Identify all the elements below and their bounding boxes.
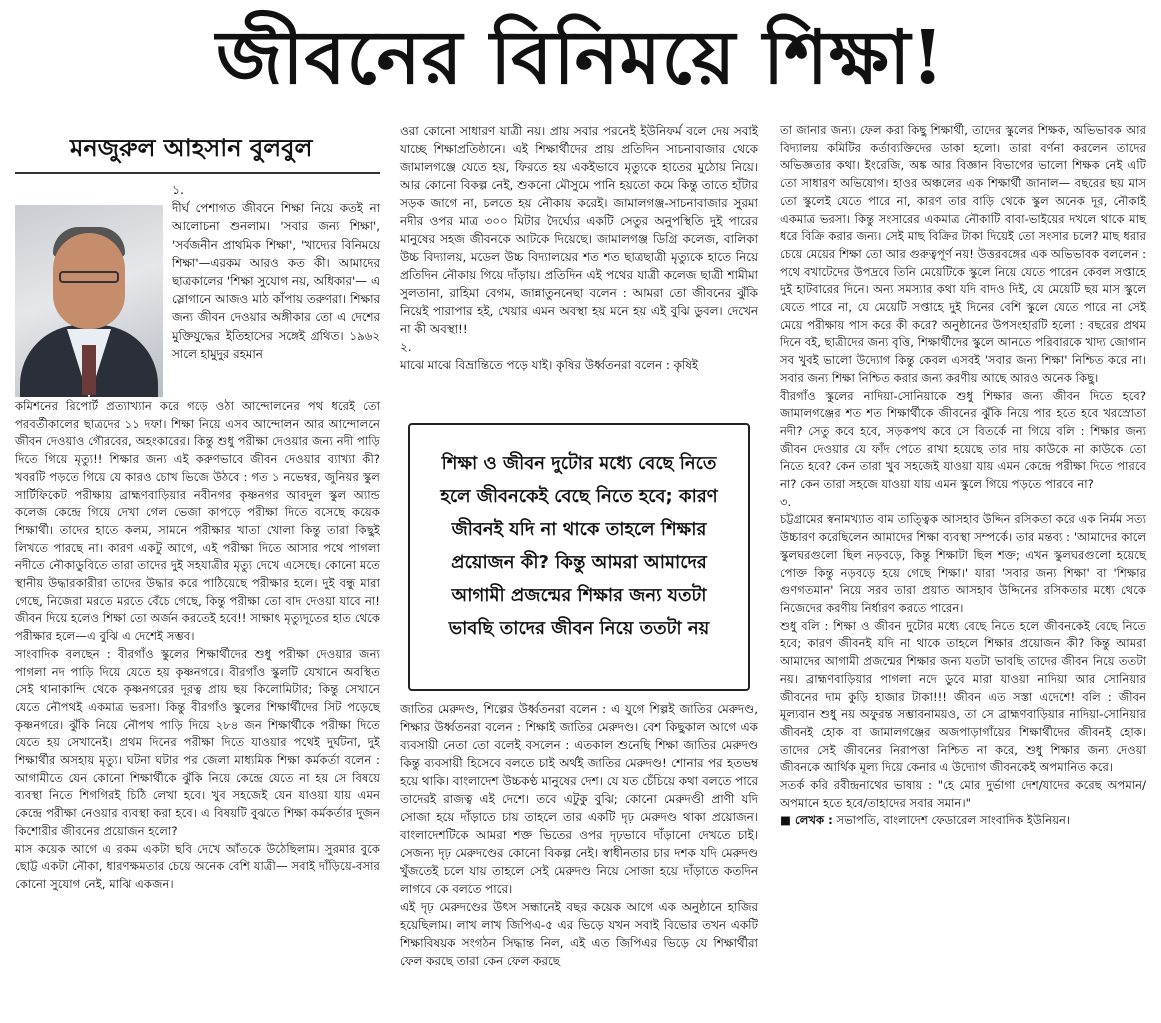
paragraph: তা জানার জন্য। ফেল করা কিছু শিক্ষার্থী, তাদের স্কুলের শিক্ষক, অভিভাবক আর বিদ্যালয় কমিটির কর্তাব্যক্তিদের ডাকা হলো। তারা বর্ণনা করলেন তাদের অভিজ্ঞতার কথা। ইংরেজি, অঙ্ক আর বিজ্ঞান বিভাগের ভালো শিক্ষক নেই এটি তো সাধারণ অভিযোগ। হাওর অঞ্চলের এক শিক্ষার্থী জানাল— বছরের ছয় মাস তো স্কুলেই যেতে পারে না, কারণ তার বাড়ি থেকে স্কুল অনেক দূর, নৌকাই একমাত্র ভরসা। কিন্তু সংসারের একমাত্র নৌকাটি বাবা-ভাইয়ের দখলে থাকে মাছ ধরে বিক্রি করার জন্য। সেই মাছ বিক্রির টাকা দিয়েই তো সংসার চলে? মাছ ধরার চেয়ে মেয়ের শিক্ষা তো আর গুরুত্বপূর্ণ নয়! উত্তরবঙ্গের এক অভিভাবক বললেন : পথে বখাটেদের উপদ্রবে তিনি মেয়েটিকে স্কুলে নিয়ে যেতে পারেন কেবল সপ্তাহে দুই হাটবারের দিনে। অন্য সমস্যার কথা যদি বাদও দিই, যে মেয়েটি ছয় মাস স্কুলে যেতে পারে না, যে মেয়েটি সপ্তাহে দুই দিনের বেশি স্কুলে যেতে পারে না সেই মেয়ে পরীক্ষায় পাস করে কী করে? অনুষ্ঠানের উপসংহারটি হলো : বছরের প্রথম দিনে বই, ছাত্রীদের জন্য বৃত্তি, শিক্ষার্থীদের স্কুলে আনতে পরিবারকে খাদ্য জোগান সব খুবই ভালো উদ্যোগ কিন্তু কেবল এসবই 'সবার জন্য শিক্ষা' নিশ্চিত করে না। সবার জন্য শিক্ষা নিশ্চিত করার জন্য করণীয় আছে আরও অনেক কিছু। <box>780 123 1146 385</box>
column-2-bottom <box>400 700 758 970</box>
section-number-3: ৩. <box>780 494 792 509</box>
paragraph: মাঝে মাঝে বিভ্রান্তিতে পড়ে যাই। কৃষির উর্ধ্বতনরা বলেন : কৃষিই <box>400 358 699 372</box>
writer-credit <box>780 812 1146 830</box>
column-2-top <box>400 122 758 374</box>
column-3 <box>780 122 1146 830</box>
headline: জীবনের বিনিময়ে শিক্ষা! <box>216 15 945 101</box>
paragraph: ওরা কোনো সাধারণ যাত্রী নয়। প্রায় সবার পরনেই ইউনিফর্ম বলে দেয় সবাই যাচ্ছে শিক্ষাপ্রতিষ্ঠানে। এই শিক্ষার্থীদের প্রায় প্রতিদিন সাচনাবাজার থেকে জামালগঞ্জে যেতে হয়, ফিরতে হয় একইভাবে মৃত্যুকে হাতের মুঠোয় নিয়ে। আর কোনো বিকল্প নেই, শুকনো মৌসুমে পানি হয়তো কমে কিন্তু তাতে হাঁটার সড়ক জাগে না, চলতে হয় নৌকায় করেই। জামালগঞ্জ-সাচনাবাজার সুরমা নদীর ওপর মাত্র ৩০০ মিটার দৈর্ঘ্যের একটি সেতুর অনুপস্থিতি দুই পারের মানুষের সহজ জীবনকে আটকে দিয়েছে। জামালগঞ্জ ডিগ্রি কলেজ, বালিকা উচ্চ বিদ্যালয়, মডেল উচ্চ বিদ্যালয়ের শত শত ছাত্রছাত্রী মৃত্যুকে হাতে নিয়ে প্রতিদিন নৌকায় গিয়ে দাঁড়ায়। প্রতিদিন এই পথের যাত্রী কলেজ ছাত্রী শামীমা সুলতানা, রাহিমা বেগম, জান্নাতুননেছা বলেন : আমরা তো জীবনের ঝুঁকি নিয়েই পারাপার হই, খেয়ার এমন অবস্থা হয় মনে হয় এই বুঝি ডুবল। দেখেন না কী অবস্থা!! <box>400 124 758 336</box>
section-number-1: ১. <box>172 182 184 197</box>
paragraph: সতর্ক করি রবীন্দ্রনাথের ভাষায় : "হে মোর দুর্ভাগা দেশ/যাদের করেছ অপমান/অপমানে হতে হবে/তাহাদের সবার সমান।" <box>780 778 1146 810</box>
paragraph: বীরগাঁও স্কুলের নাদিয়া-সোনিয়াকে শুধু শিক্ষার জন্য জীবন দিতে হবে? জামালগঞ্জের শত শত শিক্ষার্থীকে জীবনের ঝুঁকি নিয়ে পার হতে হবে খরস্রোতা নদী? সেতু কবে হবে, সড়কপথ কবে সে বিতর্কে না গিয়ে বলি : শিক্ষার জন্য জীবন দেওয়ার যে ফাঁদ পেতে রাখা হয়েছে তার দায় কাউকে না কাউকে তো নিতে হবে? কেন তারা খুব সহজেই যাওয়া যায় এমন কেন্দ্রে পরীক্ষা দিতে পারবে না? কেন তারা সহজে যাওয়া যায় এমন স্কুলে গিয়ে পড়তে পারবে না? <box>780 388 1146 492</box>
author-photo <box>15 205 163 397</box>
byline: মনজুরুল আহসান বুলবুল <box>70 134 313 162</box>
paragraph: সাংবাদিক বলছেন : বীরগাঁও স্কুলের শিক্ষার্থীদের শুধু পরীক্ষা দেওয়ার জন্য পাগলা নদ পাড়ি দিয়ে যেতে হয় কৃষ্ণনগরে। বীরগাঁও স্কুলটি যেখানে অবস্থিত সেই থানাকান্দি থেকে কৃষ্ণনগরের দূরত্ব প্রায় ছয় কিলোমিটার; কিন্তু সেখানে যেতে নৌপথই একমাত্র ভরসা। কিন্তু বীরগাঁও স্কুলের শিক্ষার্থীদের সিট পড়েছে কৃষ্ণনগরে। ঝুঁকি নিয়ে নৌপথ পাড়ি দিয়ে ২৮৪ জন শিক্ষার্থীকে পরীক্ষা দিতে যেতে হয় সেখানেই। প্রথম দিনের পরীক্ষা দিতে যাওয়ার পথেই দুর্ঘটনা, দুই শিক্ষার্থীর অসহায় মৃত্যু। ঘটনা ঘটার পর জেলা মাধ্যমিক শিক্ষা কর্মকর্তা বলেন : আগামীতে যেন কোনো শিক্ষার্থীকে ঝুঁকি নিয়ে কেন্দ্রে যেতে না হয় সে বিষয়ে ব্যবস্থা নিতে শিগগিরই চিঠি লেখা হবে। খুব সহজেই যেন যাওয়া যায় এমন কেন্দ্রে পরীক্ষা নেওয়ার ব্যবস্থা করা হবে। এ বিষয়টি বুঝতে শিক্ষা কর্মকর্তার দুজন কিশোরীর জীবনের প্রয়োজন হলো? <box>15 646 380 838</box>
column-1-wrap <box>172 181 380 363</box>
paragraph: এই দৃঢ় মেরুদণ্ডের উৎস সন্ধানেই বছর কয়েক আগে এক অনুষ্ঠানে হাজির হয়েছিলাম। লাখ লাখ জিপিএ-৫ এর ভিড়ে যখন সবাই বিভোর তখন একটি শিক্ষাবিষয়ক সংগঠন সিদ্ধান্ত নিল, এই এত জিপিএর ভিড়ে যে শিক্ষার্থীরা ফেল করছে তারা কেন ফেল করছে <box>400 900 758 968</box>
paragraph: জাতির মেরুদণ্ড, শিল্পের উর্ধ্বতনরা বলেন : এ যুগে শিল্পই জাতির মেরুদণ্ড, শিক্ষার উর্ধ্বতনরা বলেন : শিক্ষাই জাতির মেরুদণ্ড। বেশ কিছুকাল আগে এক ব্যবসায়ী নেতা তো বলেই বসলেন : এতকাল শুনেছি শিক্ষা জাতির মেরুদণ্ড কিন্তু ব্যবসায়ী হিসেবে বলতে চাই অর্থই জাতির মেরুদণ্ড! শোনার পর হতভম্ব হয়ে থাকি। বাংলাদেশ উচ্চকণ্ঠ মানুষের দেশ। যে যত চেঁচিয়ে কথা বলতে পারে তাদেরই রাজত্ব এই দেশে। তবে এটুকু বুঝি; কোনো মেরুদণ্ডী প্রাণী যদি সোজা হয়ে দাঁড়াতে চায় তাহলে তার একটি দৃঢ় মেরুদণ্ড থাকা প্রয়োজন। বাংলাদেশটিকে আমরা শক্ত ভিতের ওপর দৃঢ়ভাবে দাঁড়ানো দেখতে চাই। সেজন্য দৃঢ় মেরুদণ্ডের কোনো বিকল্প নেই। স্বাধীনতার চার দশক যদি মেরুদণ্ড খুঁজতেই চলে যায় তাহলে সেই মেরুদণ্ড নিয়ে সোজা হয়ে দাঁড়াতে কতদিন লাগবে কে বলতে পারে। <box>400 702 758 896</box>
column-1 <box>15 398 380 894</box>
paragraph: কমিশনের রিপোর্ট প্রত্যাখ্যান করে গড়ে ওঠা আন্দোলনের পথ ধরেই তো পরবর্তীকালের ছাত্রদের ১১ দফা। শিক্ষা নিয়ে এসব আন্দোলন আর আন্দোলনে জীবন দেওয়াও গৌরবের, অহংকারের। কিন্তু শুধু পরীক্ষা দেওয়ার জন্য নদী পাড়ি দিতে গিয়ে মৃত্যু!! শিক্ষার জন্য এই করুণভাবে জীবন দেওয়ার ব্যাখ্যা কী? খবরটি পড়তে গিয়ে যে কারও চোখ ভিজে উঠবে : গত ১ নভেম্বর, জুনিয়র স্কুল সার্টিফিকেট পরীক্ষায় ব্রাহ্মণবাড়িয়ার নবীনগর কৃষ্ণনগর আবদুল স্কুল অ্যান্ড কলেজ কেন্দ্রে গিয়ে দেখা গেল ভেজা কাপড়ে পরীক্ষা দিতে বসেছে কয়েক শিক্ষার্থী। তাদের হাতে কলম, সামনে পরীক্ষার খাতা খোলা কিন্তু তারা কিছুই লিখতে পারছে না। কারণ একটু আগে, এই পরীক্ষা দিতে আসার পথে পাগলা নদীতে নৌকাডুবিতে তারা তাদের দুই সহযাত্রীর মৃত্যু দেখে এসেছে। কোনো মতে স্থানীয় উদ্ধারকারীরা তাদের উদ্ধার করে পাঠিয়েছে পরীক্ষার হলে। দুই বন্ধু মারা গেছে, নিজেরা মরতে মরতে বেঁচে গেছে, কিন্তু পরীক্ষা তো বাদ দেওয়া যাবে না! জীবন দিয়ে হলেও শিক্ষা তো অর্জন করতেই হবে!! সাক্ষাৎ মৃত্যুদূতের হাত থেকে পরীক্ষার হলে—এ বুঝি এ দেশেই সম্ভব। <box>15 399 380 644</box>
section-number-2: ২. <box>400 340 412 354</box>
paragraph: মাস কয়েক আগে এ রকম একটা ছবি দেখে আঁতকে উঠেছিলাম। সুরমার বুকে ছোট্ট একটা নৌকা, ধারণক্ষমতার চেয়ে অনেক বেশি যাত্রী— সবাই দাঁড়িয়ে-বসার কোনো সুযোগ নেই, মাঝি একজন। <box>15 841 380 891</box>
writer-info: সভাপতি, বাংলাদেশ ফেডারেল সাংবাদিক ইউনিয়ন। <box>836 813 1071 828</box>
intro-text: দীর্ঘ পেশাগত জীবনে শিক্ষা নিয়ে কতই না আলোচনা শুনলাম। 'সবার জন্য শিক্ষা', 'সর্বজনীন প্রাথমিক শিক্ষা', 'খাদ্যের বিনিময়ে শিক্ষা'—এরকম আরও কত কী। আমাদের ছাত্রকালের 'শিক্ষা সুযোগ নয়, অধিকার'— এ স্লোগানে আজও মাঠ কাঁপায় তরুণরা। শিক্ষার জন্য জীবন দেওয়ার অঙ্গীকার তো এ দেশের মুক্তিযুদ্ধের ইতিহাসের সঙ্গেই গ্রথিত। ১৯৬২ সালে হামুদুর রহমান <box>172 201 380 361</box>
paragraph: শুধু বলি : শিক্ষা ও জীবন দুটোর মধ্যে বেছে নিতে হলে জীবনকেই বেছে নিতে হবে; কারণ জীবনই যদি না থাকে তাহলে শিক্ষার প্রয়োজন কী? কিন্তু আমরা আমাদের আগামী প্রজন্মের শিক্ষার জন্য যতটা ভাবছি তাদের জীবন নিয়ে ততটা নয়। ব্রাহ্মণবাড়িয়ার পাগলা নদে ডুবে মারা যাওয়া নাদিয়া আর সোনিয়ার জীবনের দাম কুড়ি হাজার টাকা!!! জীবন এত সস্তা এদেশে! বলি : জীবন মূল্যবান শুধু নয় অফুরন্ত সম্ভাবনাময়ও, তা সে ব্রাহ্মণবাড়িয়ার নাদিয়া-সোনিয়ার জীবনই হোক বা জামালগঞ্জের অজপাড়াগাঁয়ের শিক্ষার্থীদের জীবনই হোক। তাদের সেই জীবনের নিরাপত্তা নিশ্চিত না করে, শুধু শিক্ষার জন্য দেওয়া জীবনকে আর্থিক মূল্য দিয়ে কেনার এ উদ্যোগ জীবনকেই অপমানিত করে। <box>780 618 1146 775</box>
byline-rule <box>15 172 380 174</box>
pull-quote: শিক্ষা ও জীবন দুটোর মধ্যে বেছে নিতে হলে জীবনকেই বেছে নিতে হবে; কারণ জীবনই যদি না থাকে তাহলে শিক্ষার প্রয়োজন কী? কিন্তু আমরা আমাদের আগামী প্রজন্মের শিক্ষার জন্য যতটা ভাবছি তাদের জীবন নিয়ে ততটা নয় <box>408 423 750 691</box>
paragraph: চট্টগ্রামের স্বনামখ্যাত বাম তাত্ত্বিক আসহাব উদ্দিন রসিকতা করে এক নির্মম সত্য উচ্চারণ করেছিলেন আমাদের শিক্ষা ব্যবস্থা সম্পর্কে। তার মন্তব্য : 'আমাদের কালে স্কুলঘরগুলো ছিল নড়বড়ে, কিন্তু শিক্ষাটা ছিল শক্ত; এখন স্কুলঘরগুলো হয়েছে পোক্ত কিন্তু নড়বড়ে হয়ে গেছে শিক্ষা।' যারা 'সবার জন্য শিক্ষা' বা 'শিক্ষার গুণগতমান' নিয়ে সরব তারা প্রয়াত আসহাব উদ্দিনের রসিকতার মধ্যে থেকে নিজেদের করণীয় নির্ধারণ করতে পারেন। <box>780 512 1146 615</box>
writer-label: ■ লেখক : <box>780 813 833 828</box>
